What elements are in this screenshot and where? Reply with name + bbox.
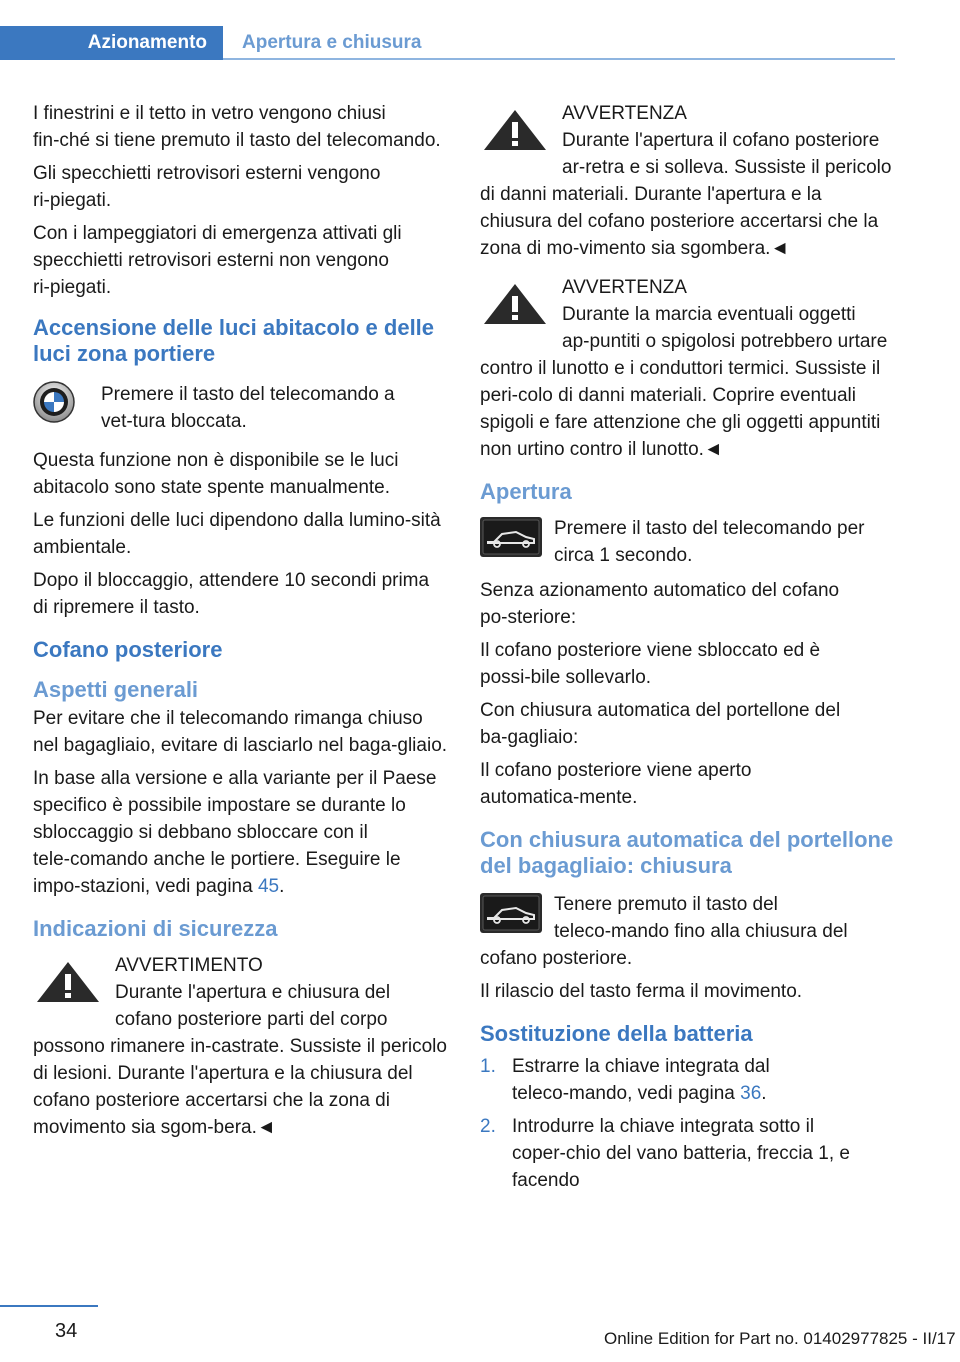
warning-text: Durante la marcia eventuali oggetti ap‑puntiti o spigolosi potrebbero urtare contro il lunotto e i conduttori termici. Sussiste il peri‑colo di danni materiali. Coprire eventuali spigoli e fare attenzione che gli oggetti appuntiti non urtino contro il lunotto.◄ (480, 304, 888, 460)
remote-instruction-text: Tenere premuto il tasto del teleco‑mando fino alla chiusura del cofano posteriore. (480, 894, 848, 969)
warning-triangle-icon (33, 958, 103, 1012)
paragraph-text: In base alla versione e alla variante per il Paese specifico è possibile impostare se durante lo sbloccaggio si debbano sbloccare con il tele‑comando anche le portiere. Eseguire le impo‑stazioni, vedi pagina (33, 768, 437, 897)
list-item (480, 1113, 895, 1194)
heading-chiusura-automatica: Con chiusura automatica del portellone del bagagliaio: chiusura (480, 827, 894, 878)
left-column (33, 100, 448, 1141)
heading-apertura: Apertura (480, 479, 572, 504)
warning-block (480, 100, 895, 262)
remote-instruction (480, 515, 895, 569)
list-text: Introdurre la chiave integrata sotto il coper‑chio del vano batteria, freccia 1, e facendo (512, 1116, 850, 1191)
list-item (480, 1053, 895, 1107)
warning-title: AVVERTIMENTO (115, 955, 263, 976)
list-number: 1. (480, 1056, 496, 1077)
paragraph: Con chiusura automatica del portellone del ba‑gagliaio: (480, 700, 841, 748)
tailgate-button-icon (480, 517, 542, 557)
footer-divider (0, 1305, 98, 1307)
battery-steps-list (480, 1053, 895, 1194)
tailgate-button-icon (480, 893, 542, 933)
tab-apertura-chiusura[interactable]: Apertura e chiusura (242, 32, 422, 53)
paragraph: Con i lampeggiatori di emergenza attivati gli specchietti retrovisori esterni non vengono ri‑piegati. (33, 223, 402, 298)
paragraph: Dopo il bloccaggio, attendere 10 secondi prima di ripremere il tasto. (33, 570, 430, 618)
paragraph: Senza azionamento automatico del cofano po‑steriore: (480, 580, 840, 628)
right-column (480, 100, 895, 1200)
paragraph: Il cofano posteriore viene aperto automatica‑mente. (480, 760, 752, 808)
list-text: Estrarre la chiave integrata dal teleco‑mando, vedi pagina (512, 1056, 770, 1104)
warning-triangle-icon (480, 280, 550, 334)
warning-title: AVVERTENZA (562, 103, 687, 124)
tab-azionamento[interactable]: Azionamento (0, 26, 223, 60)
paragraph (33, 765, 448, 900)
warning-title: AVVERTENZA (562, 277, 687, 298)
bmw-key-icon (33, 381, 89, 437)
paragraph: Il rilascio del tasto ferma il movimento. (480, 981, 803, 1002)
warning-text: Durante l'apertura e chiusura del cofano posteriore parti del corpo possono rimanere in‑castrate. Sussiste il pericolo di lesioni. Durante l'apertura e la chiusura del cofano posteriore accertarsi che la zona di movimento sia sgom‑bera.◄ (33, 982, 447, 1138)
remote-instruction (480, 891, 895, 972)
edition-text: Online Edition for Part no. 01402977825 - II/17 (604, 1329, 956, 1348)
list-text-end: . (761, 1083, 767, 1104)
paragraph-end: . (279, 876, 285, 897)
paragraph: Il cofano posteriore viene sbloccato ed è possi‑bile sollevarlo. (480, 640, 821, 688)
paragraph: Le funzioni delle luci dipendono dalla lumino‑sità ambientale. (33, 510, 441, 558)
page-link-45[interactable]: 45 (257, 876, 280, 897)
warning-triangle-icon (480, 106, 550, 160)
heading-indicazioni-sicurezza: Indicazioni di sicurezza (33, 916, 278, 941)
list-number: 2. (480, 1116, 496, 1137)
heading-sostituzione-batteria: Sostituzione della batteria (480, 1021, 753, 1046)
header-tabbar (0, 26, 895, 62)
heading-aspetti-generali: Aspetti generali (33, 677, 199, 702)
page-link-36[interactable]: 36 (740, 1083, 762, 1104)
heading-cofano-posteriore: Cofano posteriore (33, 637, 223, 662)
paragraph: Gli specchietti retrovisori esterni vengono ri‑piegati. (33, 163, 381, 211)
page-number: 34 (55, 1320, 78, 1342)
paragraph: Questa funzione non è disponibile se le luci abitacolo sono state spente manualmente. (33, 450, 399, 498)
paragraph: Per evitare che il telecomando rimanga chiuso nel bagagliaio, evitare di lasciarlo nel baga‑gliaio. (33, 708, 448, 756)
remote-instruction-text: Premere il tasto del telecomando per circa 1 secondo. (554, 518, 865, 566)
warning-block (33, 952, 448, 1141)
warning-text: Durante l'apertura il cofano posteriore ar‑retra e si solleva. Sussiste il pericolo di danni materiali. Durante l'apertura e la chiusura del cofano posteriore accertarsi che la zona di mo‑vimento sia sgombera.◄ (480, 130, 892, 259)
paragraph: I finestrini e il tetto in vetro vengono chiusi fin‑ché si tiene premuto il tasto del telecomando. (33, 103, 441, 151)
heading-luci-abitacolo: Accensione delle luci abitacolo e delle luci zona portiere (33, 315, 435, 366)
remote-instruction (33, 381, 448, 443)
remote-instruction-text: Premere il tasto del telecomando a vet‑tura bloccata. (101, 384, 395, 432)
warning-block (480, 274, 895, 463)
header-divider (223, 58, 895, 60)
